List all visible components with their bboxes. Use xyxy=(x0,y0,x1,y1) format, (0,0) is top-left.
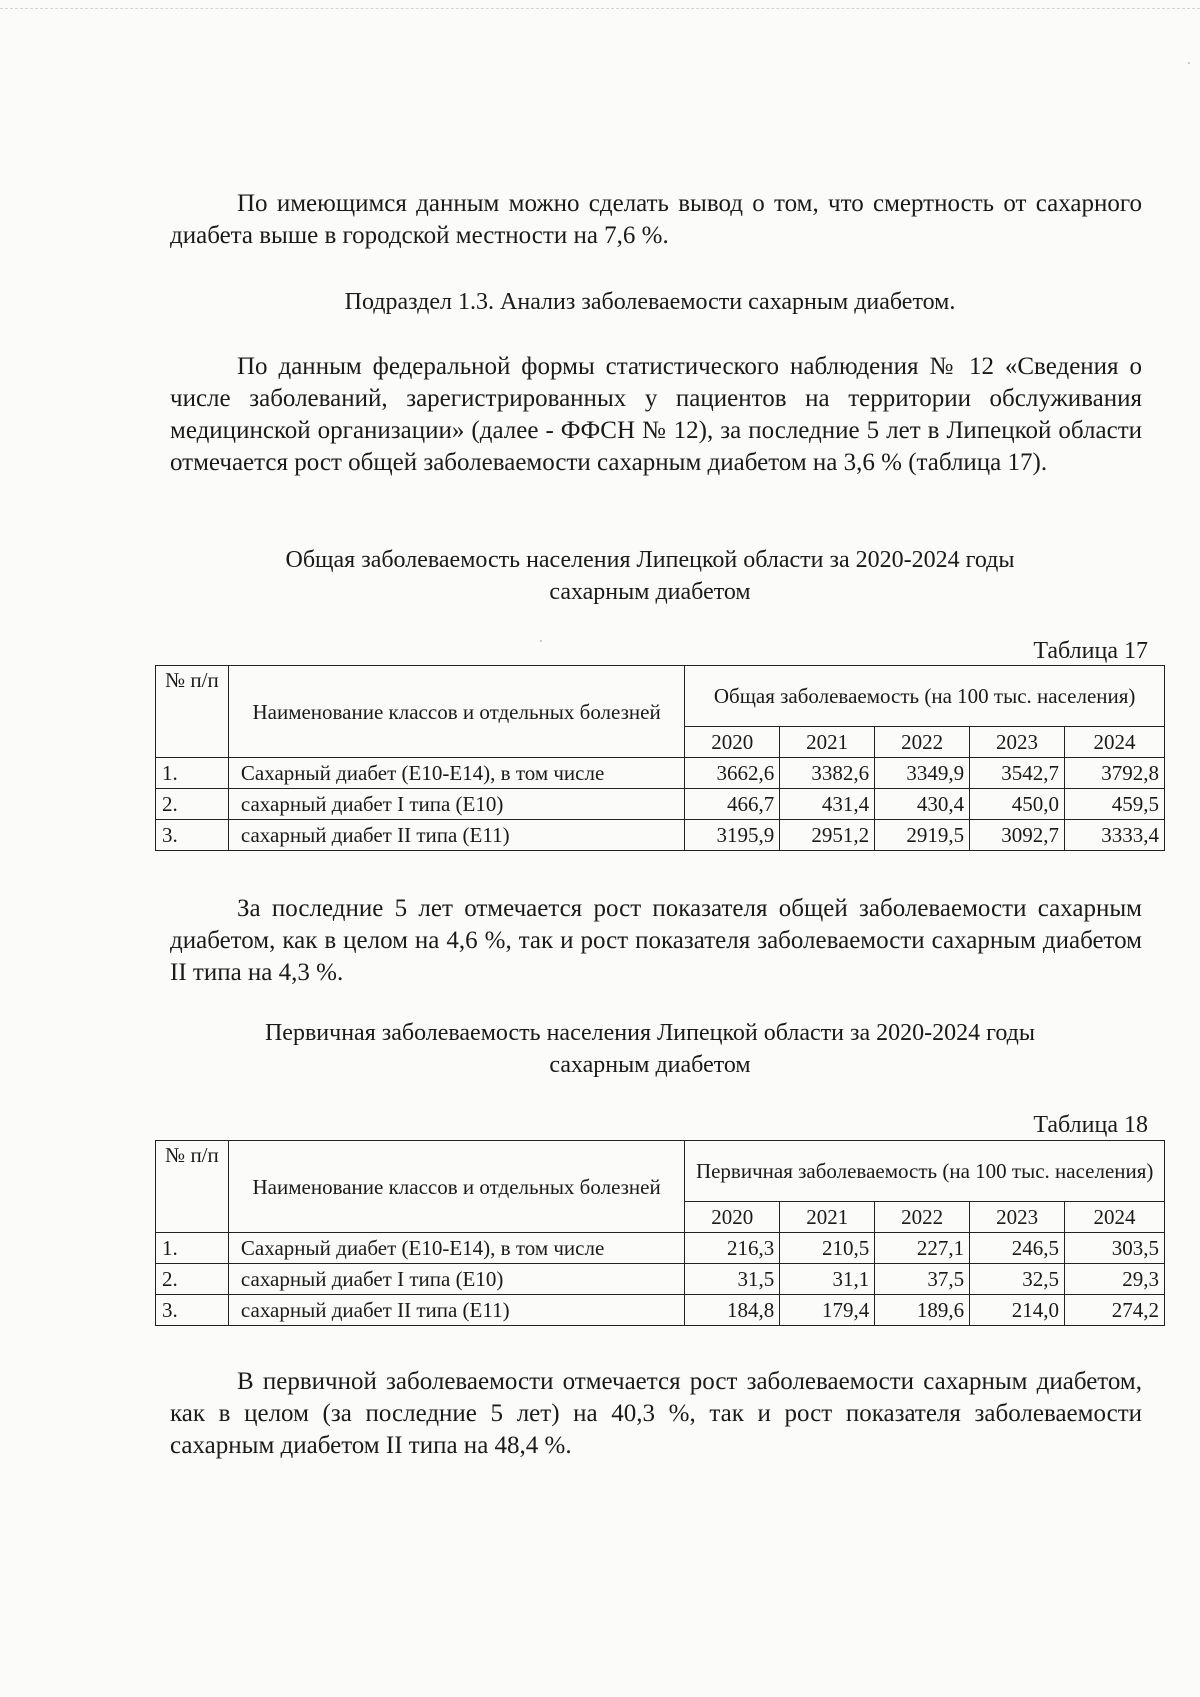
header-name: Наименование классов и отдельных болезней xyxy=(228,666,684,758)
year-cell: 2024 xyxy=(1065,1202,1165,1233)
table18-caption: Первичная заболеваемость населения Липецкой области за 2020-2024 годы сахарным диабетом xyxy=(264,1020,1036,1078)
value-cell: 31,1 xyxy=(780,1264,875,1295)
table17-caption: Общая заболеваемость населения Липецкой области за 2020-2024 годы сахарным диабетом xyxy=(285,547,1015,605)
paragraph-primary-growth: В первичной заболеваемости отмечается рост заболеваемости сахарным диабетом, как в целом (за последние 5 лет) на 40,3 %, так и рост показателя заболеваемости сахарным диабетом II типа на 48,4 %. xyxy=(170,1368,1142,1459)
row-name: сахарный диабет I типа (Е10) xyxy=(228,1264,684,1295)
value-cell: 246,5 xyxy=(970,1233,1065,1264)
table-row xyxy=(156,758,1165,789)
value-cell: 2951,2 xyxy=(780,820,875,851)
table17-label: Таблица 17 xyxy=(1033,638,1148,664)
subsection-title: Подраздел 1.3. Анализ заболеваемости сахарным диабетом. xyxy=(344,289,956,315)
paragraph-mortality: По имеющимся данным можно сделать вывод о том, что смертность от сахарного диабета выше в городской местности на 7,6 %. xyxy=(170,190,1142,249)
value-cell: 3382,6 xyxy=(780,758,875,789)
header-name: Наименование классов и отдельных болезней xyxy=(228,1141,684,1233)
value-cell: 184,8 xyxy=(685,1295,780,1326)
row-name: сахарный диабет I типа (Е10) xyxy=(228,789,684,820)
header-group: Общая заболеваемость (на 100 тыс. населения) xyxy=(685,666,1165,727)
value-cell: 303,5 xyxy=(1065,1233,1165,1264)
year-cell: 2023 xyxy=(970,727,1065,758)
header-np: № п/п xyxy=(156,1141,229,1233)
value-cell: 216,3 xyxy=(685,1233,780,1264)
value-cell: 214,0 xyxy=(970,1295,1065,1326)
header-group: Первичная заболеваемость (на 100 тыс. населения) xyxy=(685,1141,1165,1202)
value-cell: 3092,7 xyxy=(970,820,1065,851)
value-cell: 227,1 xyxy=(875,1233,970,1264)
scan-edge-line xyxy=(0,8,1200,9)
year-cell: 2023 xyxy=(970,1202,1065,1233)
table-row xyxy=(156,820,1165,851)
value-cell: 3792,8 xyxy=(1065,758,1165,789)
row-name: Сахарный диабет (Е10-Е14), в том числе xyxy=(228,758,684,789)
value-cell: 466,7 xyxy=(685,789,780,820)
value-cell: 3333,4 xyxy=(1065,820,1165,851)
header-np: № п/п xyxy=(156,666,229,758)
row-index: 3. xyxy=(156,1295,229,1326)
row-index: 2. xyxy=(156,1264,229,1295)
value-cell: 179,4 xyxy=(780,1295,875,1326)
year-cell: 2022 xyxy=(875,727,970,758)
year-cell: 2021 xyxy=(780,1202,875,1233)
value-cell: 450,0 xyxy=(970,789,1065,820)
value-cell: 274,2 xyxy=(1065,1295,1165,1326)
table-row xyxy=(156,1295,1165,1326)
year-cell: 2020 xyxy=(685,1202,780,1233)
value-cell: 29,3 xyxy=(1065,1264,1165,1295)
value-cell: 2919,5 xyxy=(875,820,970,851)
row-index: 3. xyxy=(156,820,229,851)
value-cell: 3542,7 xyxy=(970,758,1065,789)
row-name: сахарный диабет II типа (Е11) xyxy=(228,1295,684,1326)
table18 xyxy=(155,1140,1165,1326)
table17 xyxy=(155,665,1165,851)
value-cell: 3662,6 xyxy=(685,758,780,789)
year-cell: 2024 xyxy=(1065,727,1165,758)
year-cell: 2021 xyxy=(780,727,875,758)
paragraph-ffsn: По данным федеральной формы статистического наблюдения № 12 «Сведения о числе заболеваний, зарегистрированных у пациентов на территории обслуживания медицинской организации» (далее - ФФСН № 12), за последние 5 лет в Липецкой области отмечается рост общей заболеваемости сахарным диабетом на 3,6 % (таблица 17). xyxy=(170,353,1142,476)
value-cell: 3349,9 xyxy=(875,758,970,789)
value-cell: 37,5 xyxy=(875,1264,970,1295)
table-row xyxy=(156,1264,1165,1295)
row-index: 1. xyxy=(156,1233,229,1264)
table-row xyxy=(156,1233,1165,1264)
year-cell: 2022 xyxy=(875,1202,970,1233)
row-name: Сахарный диабет (Е10-Е14), в том числе xyxy=(228,1233,684,1264)
value-cell: 32,5 xyxy=(970,1264,1065,1295)
row-name: сахарный диабет II типа (Е11) xyxy=(228,820,684,851)
value-cell: 431,4 xyxy=(780,789,875,820)
value-cell: 459,5 xyxy=(1065,789,1165,820)
row-index: 2. xyxy=(156,789,229,820)
value-cell: 189,6 xyxy=(875,1295,970,1326)
value-cell: 31,5 xyxy=(685,1264,780,1295)
value-cell: 210,5 xyxy=(780,1233,875,1264)
paragraph-total-growth: За последние 5 лет отмечается рост показателя общей заболеваемости сахарным диабетом, как в целом на 4,6 %, так и рост показателя заболеваемости сахарным диабетом II типа на 4,3 %. xyxy=(170,895,1142,986)
table-row xyxy=(156,789,1165,820)
row-index: 1. xyxy=(156,758,229,789)
value-cell: 430,4 xyxy=(875,789,970,820)
scan-speck xyxy=(1188,62,1190,64)
value-cell: 3195,9 xyxy=(685,820,780,851)
table18-label: Таблица 18 xyxy=(1033,1112,1148,1138)
year-cell: 2020 xyxy=(685,727,780,758)
scan-speck xyxy=(540,640,542,642)
